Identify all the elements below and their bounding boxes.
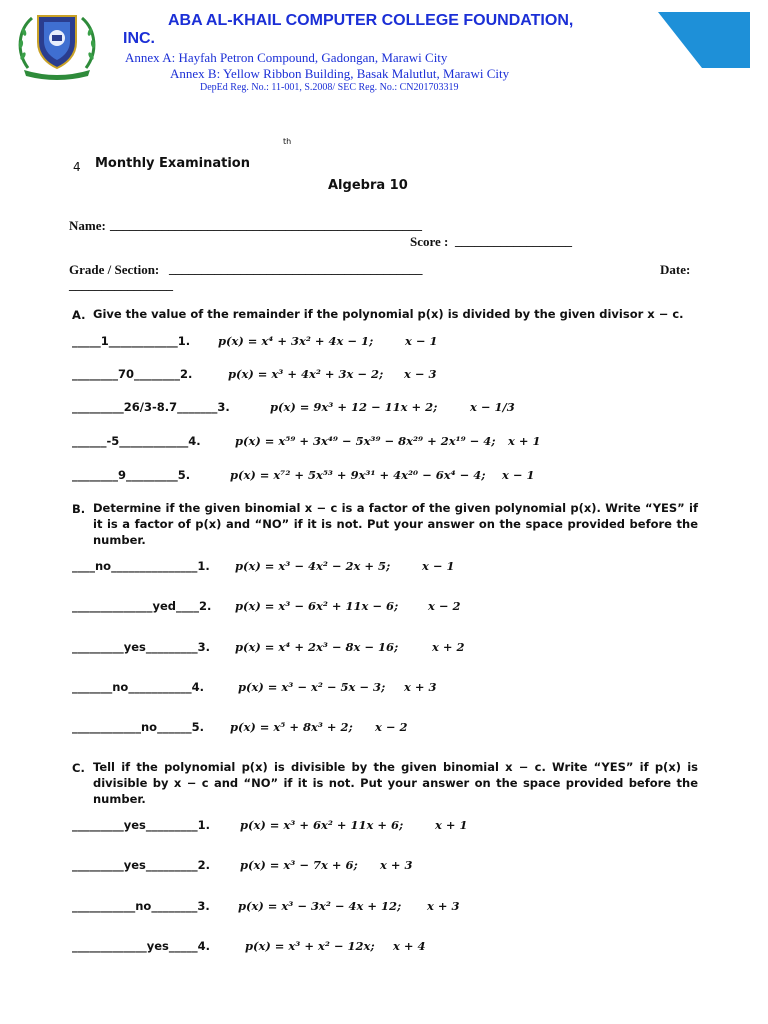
answer-blank[interactable]: ______-5____________4.: [72, 434, 201, 448]
annex-b-address: Annex B: Yellow Ribbon Building, Basak Malutlut, Marawi City: [170, 66, 510, 81]
answer-blank[interactable]: _________yes_________2.: [72, 858, 211, 872]
answer-blank[interactable]: _____________yes_____4.: [72, 939, 211, 953]
grade-section-label: Grade / Section:: [69, 262, 160, 277]
name-field[interactable]: ________________________________________________: [110, 217, 422, 232]
section-b-instruction: Determine if the given binomial x − c is a factor of the given polynomial p(x). Write “YES” if it is a factor of p(x) and “NO” if it is not. Put your answer on the space provided before the number.: [93, 501, 698, 547]
answer-blank[interactable]: ________9_________5.: [72, 468, 191, 482]
polynomial: p(x) = x³ + 4x² + 3x − 2;: [228, 367, 384, 381]
divisor: x + 4: [393, 939, 426, 953]
divisor: x − 2: [428, 599, 461, 613]
exam-subject: Algebra 10: [328, 178, 408, 193]
college-seal-logo: [14, 8, 100, 80]
polynomial: p(x) = 9x³ + 12 − 11x + 2;: [270, 400, 438, 414]
divisor: x − 2: [375, 720, 408, 734]
divisor: x + 2: [432, 640, 465, 654]
grade-section-field[interactable]: _______________________________________: [169, 261, 423, 276]
polynomial: p(x) = x⁴ + 3x² + 4x − 1;: [218, 334, 374, 348]
answer-blank[interactable]: _______no___________4.: [72, 680, 204, 694]
divisor: x + 1: [508, 434, 541, 448]
polynomial: p(x) = x³ − 6x² + 11x − 6;: [235, 599, 399, 613]
answer-blank[interactable]: _________yes_________1.: [72, 818, 211, 832]
score-label: Score :: [410, 234, 449, 249]
polynomial: p(x) = x³ − 7x + 6;: [240, 858, 358, 872]
corner-ribbon-shape: [658, 12, 750, 68]
answer-blank[interactable]: ___________no________3.: [72, 899, 210, 913]
polynomial: p(x) = x³ + 6x² + 11x + 6;: [240, 818, 404, 832]
section-b-letter: B.: [72, 502, 86, 516]
divisor: x − 1: [422, 559, 455, 573]
answer-blank[interactable]: _____1____________1.: [72, 334, 191, 348]
polynomial: p(x) = x⁴ + 2x³ − 8x − 16;: [235, 640, 399, 654]
name-label: Name:: [69, 218, 106, 233]
date-label: Date:: [660, 262, 691, 277]
section-a-instruction: Give the value of the remainder if the polynomial p(x) is divided by the given divisor x − c.: [93, 307, 684, 321]
polynomial: p(x) = x³ + x² − 12x;: [245, 939, 375, 953]
polynomial: p(x) = x³ − 4x² − 2x + 5;: [235, 559, 391, 573]
divisor: x + 1: [435, 818, 468, 832]
exam-title: Monthly Examination: [95, 156, 250, 171]
answer-blank[interactable]: ____________no______5.: [72, 720, 204, 734]
college-name-line1: ABA AL-KHAIL COMPUTER COLLEGE FOUNDATION,: [168, 12, 574, 29]
polynomial: p(x) = x⁵ + 8x³ + 2;: [230, 720, 353, 734]
polynomial: p(x) = x³ − 3x² − 4x + 12;: [238, 899, 402, 913]
divisor: x + 3: [380, 858, 413, 872]
divisor: x − 1/3: [470, 400, 515, 414]
section-a-letter: A.: [72, 308, 86, 322]
divisor: x − 1: [502, 468, 535, 482]
answer-blank[interactable]: _________yes_________3.: [72, 640, 211, 654]
polynomial: p(x) = x⁵⁹ + 3x⁴⁹ − 5x³⁹ − 8x²⁹ + 2x¹⁹ − 4;: [235, 434, 496, 448]
divisor: x + 3: [427, 899, 460, 913]
answer-blank[interactable]: _________26/3-8.7_______3.: [72, 400, 230, 414]
divisor: x − 1: [405, 334, 438, 348]
annex-a-address: Annex A: Hayfah Petron Compound, Gadongan, Marawi City: [125, 50, 448, 65]
divisor: x − 3: [404, 367, 437, 381]
answer-blank[interactable]: ____no_______________1.: [72, 559, 210, 573]
answer-blank[interactable]: ________70________2.: [72, 367, 193, 381]
polynomial: p(x) = x³ − x² − 5x − 3;: [238, 680, 386, 694]
section-c-letter: C.: [72, 761, 85, 775]
exam-number: 4: [73, 160, 81, 174]
score-field[interactable]: __________________: [455, 233, 572, 248]
section-c-instruction: Tell if the polynomial p(x) is divisible by the given binomial x − c. Write “YES” if p(x) is divisible by x − c and “NO” if it is not. Put your answer on the space provided before the number.: [93, 760, 698, 806]
polynomial: p(x) = x⁷² + 5x⁵³ + 9x³¹ + 4x²⁰ − 6x⁴ − 4;: [230, 468, 486, 482]
date-field[interactable]: ________________: [69, 277, 173, 292]
answer-blank[interactable]: ______________yed____2.: [72, 599, 212, 613]
deped-registration: DepEd Reg. No.: 11-001, S.2008/ SEC Reg. No.: CN201703319: [200, 82, 459, 93]
college-name-line2: INC.: [123, 30, 155, 47]
exam-ordinal-suffix: th: [283, 137, 292, 146]
divisor: x + 3: [404, 680, 437, 694]
